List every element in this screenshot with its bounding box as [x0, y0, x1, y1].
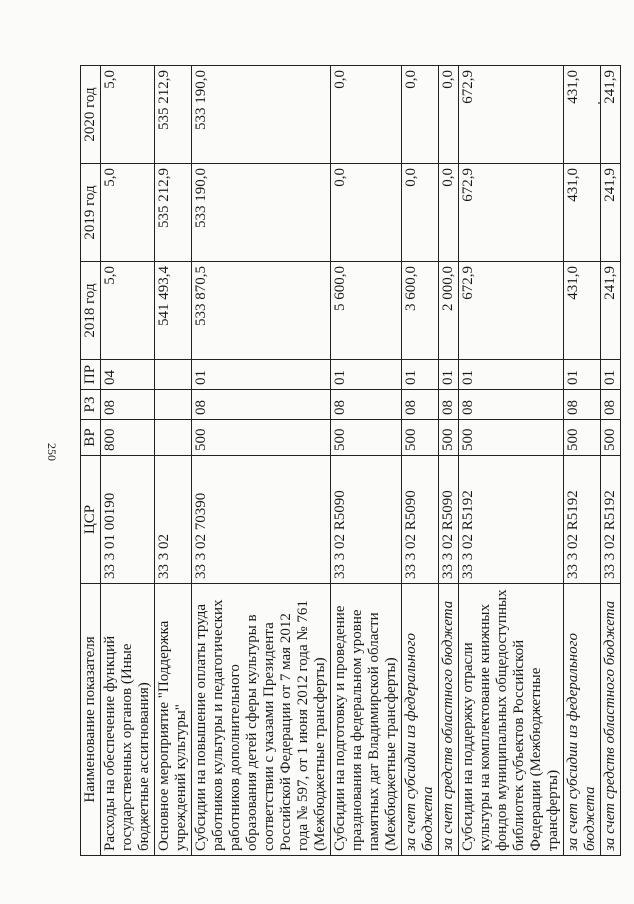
- row-2020: 241,9: [601, 66, 621, 164]
- header-pr: ПР: [81, 360, 101, 390]
- rotated-table-container: [80, 66, 621, 856]
- row-rz: 08: [192, 390, 331, 420]
- header-2019: 2019 год: [81, 164, 101, 262]
- table-row: [155, 66, 192, 856]
- row-pr: 01: [564, 360, 601, 390]
- row-2019: 431,0: [564, 164, 601, 262]
- row-2020: 535 212,9: [155, 66, 192, 164]
- row-vr: 500: [439, 420, 459, 456]
- row-2019: 0,0: [331, 164, 402, 262]
- row-2020: 0,0: [331, 66, 402, 164]
- row-2019: 5,0: [101, 164, 155, 262]
- header-2018: 2018 год: [81, 262, 101, 360]
- row-2018: 672,9: [459, 262, 564, 360]
- row-csr: 33 3 02 R5192: [601, 456, 621, 584]
- row-vr: 500: [564, 420, 601, 456]
- row-csr: 33 3 02 R5192: [459, 456, 564, 584]
- header-vr: ВР: [81, 420, 101, 456]
- row-name: Субсидии на подготовку и проведение празднования на федеральном уровне памятных дат Владимирской области (Межбюджетные трансферты): [331, 584, 402, 856]
- row-vr: 500: [192, 420, 331, 456]
- header-name: Наименование показателя: [81, 584, 101, 856]
- row-name: Основное мероприятие "Поддержка учреждений культуры": [155, 584, 192, 856]
- row-rz: 08: [564, 390, 601, 420]
- row-2018: 431,0: [564, 262, 601, 360]
- row-rz: [155, 390, 192, 420]
- row-csr: 33 3 02 R5090: [402, 456, 439, 584]
- row-2020: 672,9: [459, 66, 564, 164]
- row-rz: 08: [402, 390, 439, 420]
- row-csr: 33 3 01 00190: [101, 456, 155, 584]
- row-2019: 0,0: [439, 164, 459, 262]
- row-vr: 500: [601, 420, 621, 456]
- row-rz: 08: [601, 390, 621, 420]
- row-pr: 01: [601, 360, 621, 390]
- table-row: [439, 66, 459, 856]
- row-2018: 533 870,5: [192, 262, 331, 360]
- row-2019: 533 190,0: [192, 164, 331, 262]
- row-pr: [155, 360, 192, 390]
- row-2020: 0,0: [439, 66, 459, 164]
- row-name: Расходы на обеспечение функций государственных органов (Иные бюджетные ассигнования): [101, 584, 155, 856]
- table-row: [192, 66, 331, 856]
- row-name: Субсидии на поддержку отрасли культуры на комплектование книжных фондов муниципальных общедоступных библиотек субъектов Российской Федерации (Межбюджетные трансферты): [459, 584, 564, 856]
- row-vr: [155, 420, 192, 456]
- row-2020: 0,0: [402, 66, 439, 164]
- row-pr: 01: [192, 360, 331, 390]
- header-csr: ЦСР: [81, 456, 101, 584]
- row-vr: 500: [402, 420, 439, 456]
- row-csr: 33 3 02: [155, 456, 192, 584]
- row-2018: 241,9: [601, 262, 621, 360]
- row-name: за счет средств областного бюджета: [439, 584, 459, 856]
- row-2019: 0,0: [402, 164, 439, 262]
- row-name: за счет субсидии из федерального бюджета: [564, 584, 601, 856]
- row-pr: 01: [439, 360, 459, 390]
- row-pr: 01: [331, 360, 402, 390]
- row-pr: 04: [101, 360, 155, 390]
- row-2018: 5 600,0: [331, 262, 402, 360]
- row-2018: 541 493,4: [155, 262, 192, 360]
- page-number: 250: [45, 443, 59, 461]
- row-2018: 5,0: [101, 262, 155, 360]
- row-rz: 08: [439, 390, 459, 420]
- row-csr: 33 3 02 70390: [192, 456, 331, 584]
- row-2020: 431,0: [564, 66, 601, 164]
- table-row: [601, 66, 621, 856]
- row-2019: 672,9: [459, 164, 564, 262]
- row-2019: 241,9: [601, 164, 621, 262]
- row-name: за счет субсидии из федерального бюджета: [402, 584, 439, 856]
- row-pr: 01: [402, 360, 439, 390]
- row-pr: 01: [459, 360, 564, 390]
- row-rz: 08: [101, 390, 155, 420]
- row-2018: 2 000,0: [439, 262, 459, 360]
- row-vr: 500: [459, 420, 564, 456]
- row-2020: 5,0: [101, 66, 155, 164]
- table-row: [459, 66, 564, 856]
- table-row: [101, 66, 155, 856]
- row-rz: 08: [331, 390, 402, 420]
- row-csr: 33 3 02 R5192: [564, 456, 601, 584]
- row-name: за счет средств областного бюджета: [601, 584, 621, 856]
- header-rz: РЗ: [81, 390, 101, 420]
- header-2020: 2020 год: [81, 66, 101, 164]
- row-csr: 33 3 02 R5090: [439, 456, 459, 584]
- row-2018: 3 600,0: [402, 262, 439, 360]
- row-2019: 535 212,9: [155, 164, 192, 262]
- table-header-row: [81, 66, 101, 856]
- table-row: [564, 66, 601, 856]
- table-row: [402, 66, 439, 856]
- row-rz: 08: [459, 390, 564, 420]
- budget-table: [80, 65, 621, 856]
- row-2020: 533 190,0: [192, 66, 331, 164]
- row-vr: 800: [101, 420, 155, 456]
- table-row: [331, 66, 402, 856]
- row-name: Субсидии на повышение оплаты труда работников культуры и педагогических работников дополнительного образования детей сферы культуры в соответствии с указами Президента Российской Федерации от 7 мая 2012 года № 597, от 1 июня 2012 года № 761 (Межбюджетные трансферты): [192, 584, 331, 856]
- row-vr: 500: [331, 420, 402, 456]
- row-csr: 33 3 02 R5090: [331, 456, 402, 584]
